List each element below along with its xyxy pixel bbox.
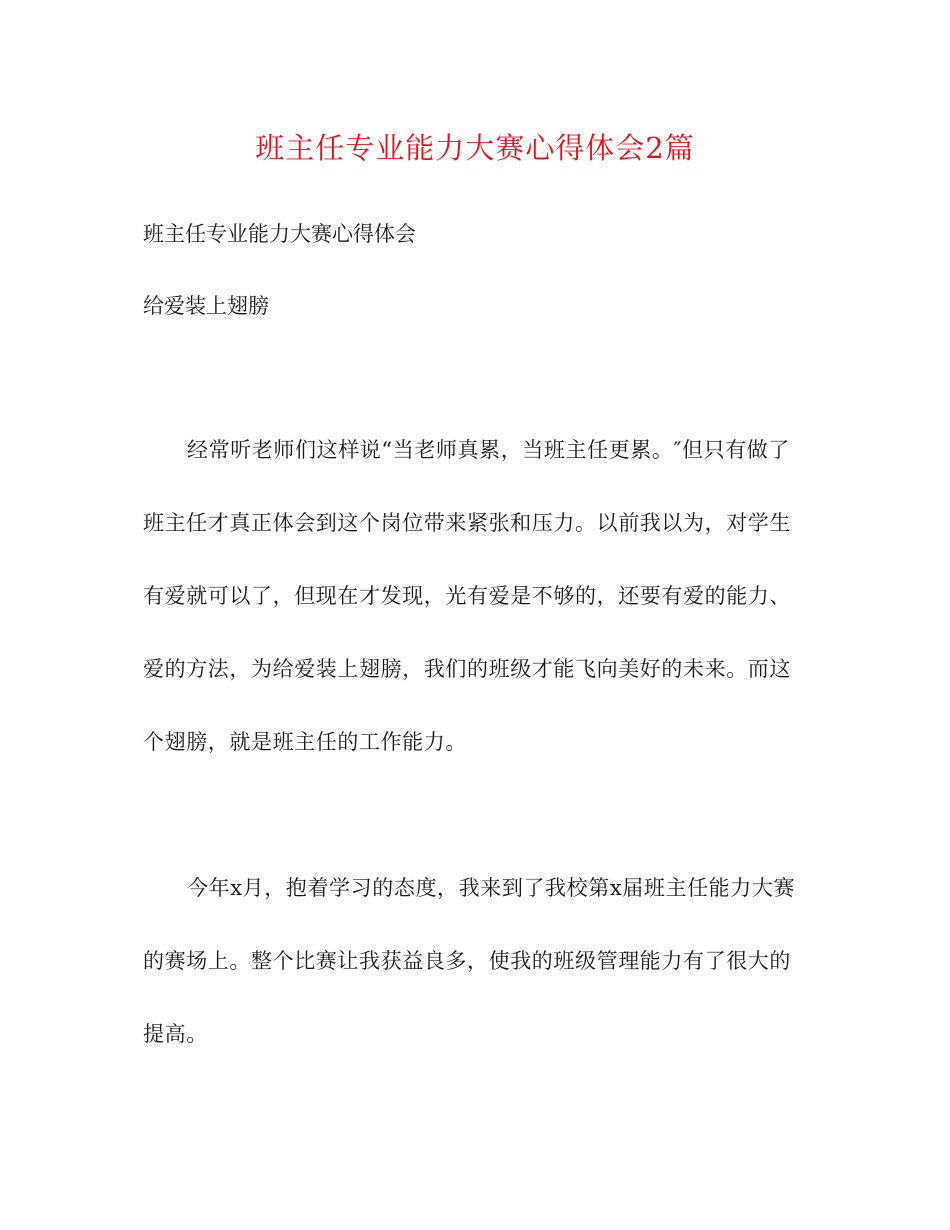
paragraph-1 — [143, 414, 803, 779]
paragraph-2 — [143, 852, 803, 1071]
document-subtitle: 班主任专业能力大赛心得体会 — [143, 222, 416, 246]
document-title: 班主任专业能力大赛心得体会2篇 — [255, 131, 695, 165]
paragraph-2-text: 今年x月，抱着学习的态度，我来到了我校第x届班主任能力大赛的赛场上。整个比赛让我获益良多，使我的班级管理能力有了很大的提高。 — [143, 876, 796, 1046]
paragraph-1-text: 经常听老师们这样说“当老师真累，当班主任更累。″但只有做了班主任才真正体会到这个岗位带来紧张和压力。以前我以为，对学生有爱就可以了，但现在才发现，光有爱是不够的，还要有爱的能力、爱的方法，为给爱装上翅膀，我们的班级才能飞向美好的未来。而这个翅膀，就是班主任的工作能力。 — [143, 438, 791, 754]
section-heading: 给爱装上翅膀 — [143, 294, 269, 318]
